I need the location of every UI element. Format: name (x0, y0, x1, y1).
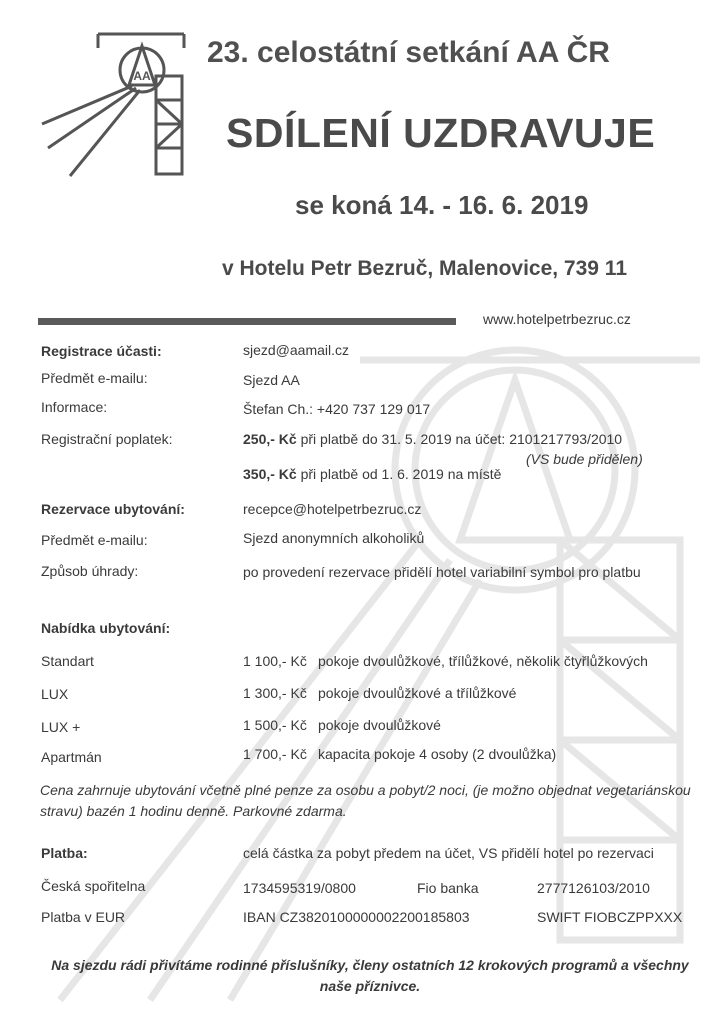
room-desc: kapacita pokoje 4 osoby (2 dvoulůžka) (318, 746, 557, 762)
registration-subject-label: Předmět e-mailu: (41, 370, 148, 386)
event-title: 23. celostátní setkání AA ČR (207, 36, 610, 69)
room-price: 1 100,- Kč (243, 653, 307, 669)
room-name: LUX (41, 686, 69, 702)
room-desc: pokoje dvoulůžkové (318, 717, 441, 733)
event-motto: SDÍLENÍ UZDRAVUJE (226, 110, 656, 156)
room-desc: pokoje dvoulůžkové, třílůžkové, několik čtyřlůžkových (318, 653, 648, 669)
eur-iban: IBAN CZ3820100000002200185803 (243, 909, 470, 925)
fee2-amount: 350,- Kč (243, 466, 297, 482)
payment-heading-value: celá částka za pobyt předem na účet, VS přidělí hotel po rezervaci (243, 845, 654, 861)
room-desc: pokoje dvoulůžkové a třílůžkové (318, 685, 517, 701)
info-value: Štefan Ch.: +420 737 129 017 (243, 401, 431, 417)
bank1-label: Česká spořitelna (41, 878, 146, 894)
registration-heading: Registrace účasti: (41, 343, 162, 359)
registration-email[interactable]: sjezd@aamail.cz (243, 342, 350, 358)
fee2-text: při platbě od 1. 6. 2019 na místě (296, 466, 502, 482)
fee1-text: při platbě do 31. 5. 2019 na účet: 2101217793/2010 (296, 431, 623, 447)
fee-line-1 (243, 431, 622, 447)
bank2-label: Fio banka (417, 880, 479, 896)
booking-email[interactable]: recepce@hotelpetrbezruc.cz (243, 501, 422, 517)
event-date: se koná 14. - 16. 6. 2019 (295, 190, 589, 220)
bank2-account: 2777126103/2010 (537, 880, 650, 896)
payment-heading: Platba: (41, 845, 88, 861)
website-link[interactable]: www.hotelpetrbezruc.cz (483, 311, 631, 327)
registration-subject-value: Sjezd AA (243, 372, 300, 388)
booking-subject-label: Předmět e-mailu: (41, 532, 148, 548)
bank1-account: 1734595319/0800 (243, 880, 356, 896)
fee-note: (VS bude přidělen) (526, 451, 643, 467)
footer-invitation: Na sjezdu rádi přivítáme rodinné příslušníky, členy ostatních 12 krokových programů a všechny naše příznivce. (51, 957, 689, 994)
fee-label: Registrační poplatek: (41, 431, 173, 447)
room-name: Apartmán (41, 749, 102, 765)
info-label: Informace: (41, 399, 108, 415)
booking-heading: Rezervace ubytování: (41, 501, 185, 517)
room-name: LUX + (41, 719, 81, 735)
eur-swift: SWIFT FIOBCZPPXXX (537, 909, 683, 925)
offer-heading: Nabídka ubytování: (41, 620, 171, 636)
event-venue: v Hotelu Petr Bezruč, Malenovice, 739 11 (222, 257, 628, 280)
room-price: 1 500,- Kč (243, 717, 307, 733)
logo-headframe-icon (36, 28, 186, 178)
room-price: 1 700,- Kč (243, 746, 307, 762)
payment-method-value: po provedení rezervace přidělí hotel variabilní symbol pro platbu (243, 564, 641, 580)
divider (38, 318, 456, 325)
logo-text: AA (133, 69, 151, 83)
payment-method-label: Způsob úhrady: (41, 563, 139, 579)
fee1-amount: 250,- Kč (243, 431, 297, 447)
eur-label: Platba v EUR (41, 909, 126, 925)
booking-subject-value: Sjezd anonymních alkoholiků (243, 530, 425, 546)
room-price: 1 300,- Kč (243, 685, 307, 701)
fee-line-2 (243, 466, 501, 482)
room-name: Standart (41, 653, 94, 669)
price-note: Cena zahrnuje ubytování včetně plné penze za osobu a pobyt/2 noci, (je možno objednat vegetariánskou stravu) bazén 1 hodinu denně. Parkovné zdarma. (40, 782, 691, 819)
